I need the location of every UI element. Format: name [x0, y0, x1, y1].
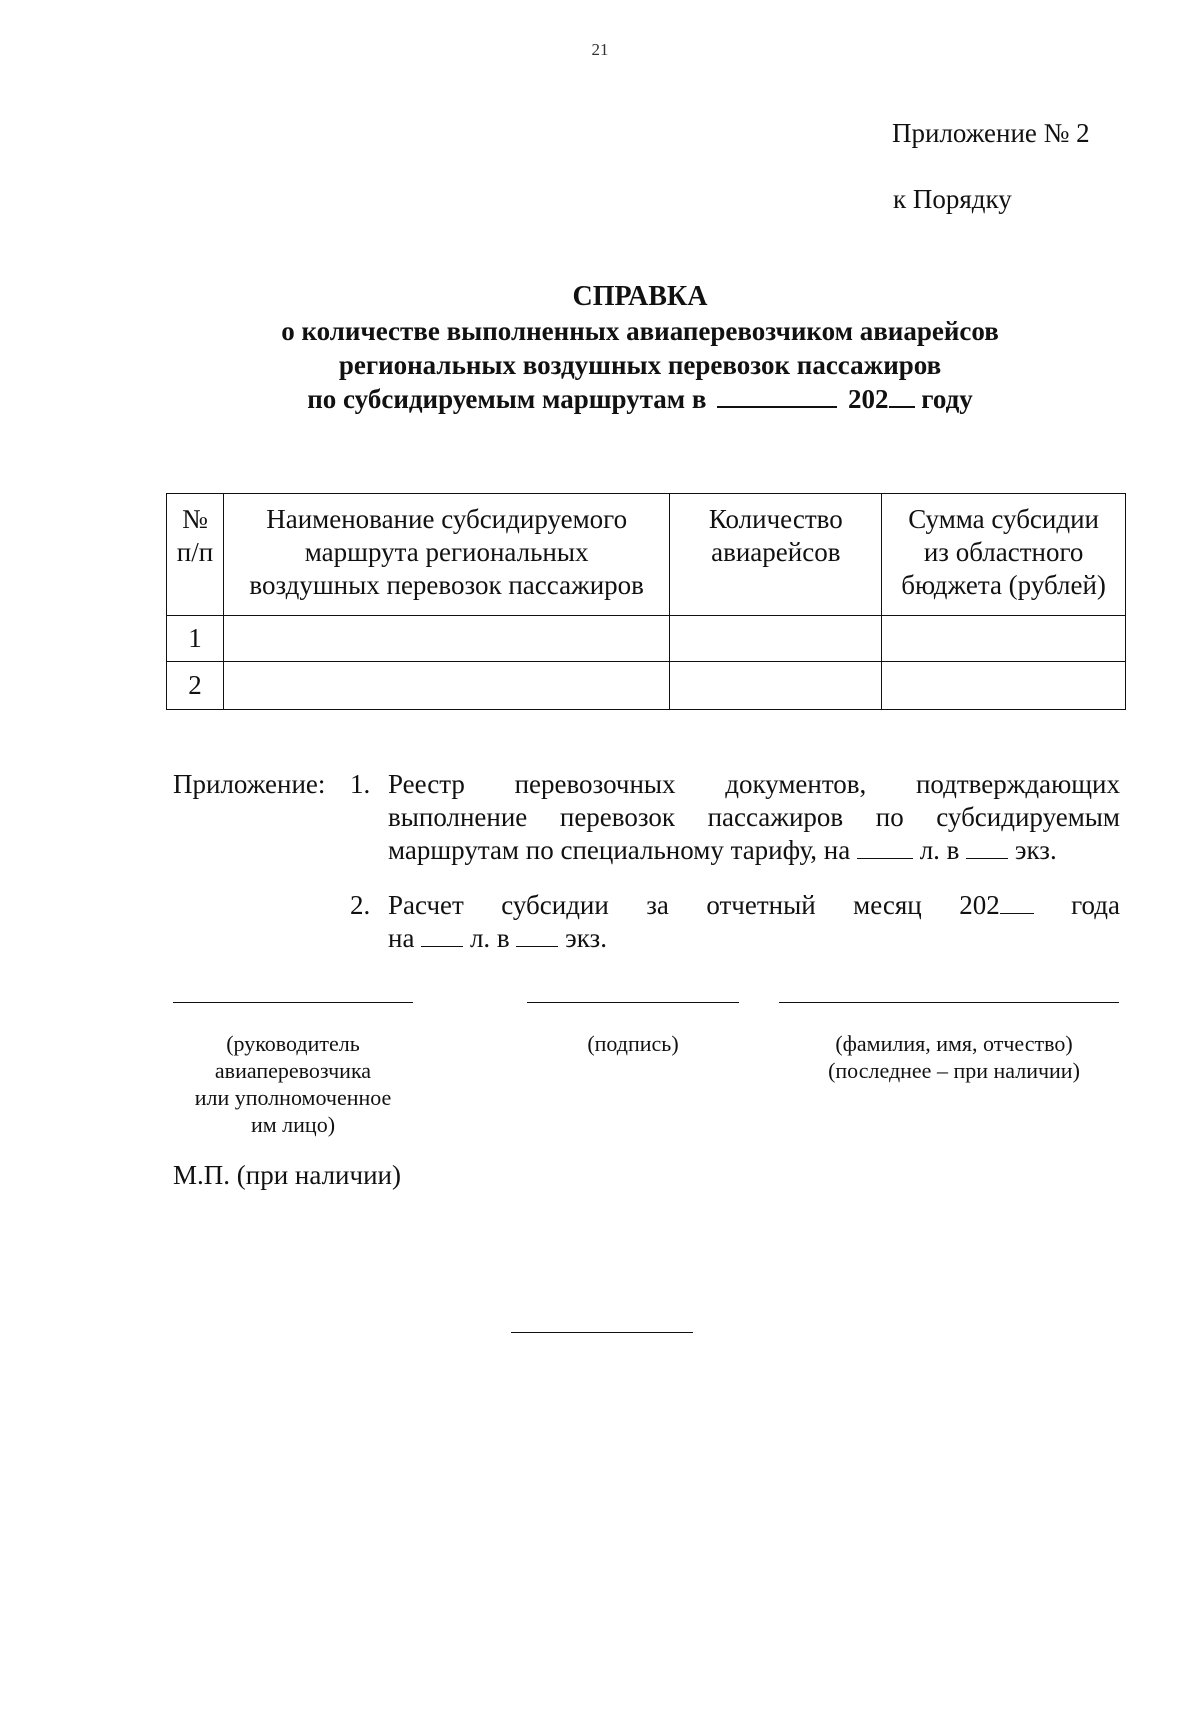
attachment-2-number: 2. — [350, 890, 371, 920]
title-year: 202 — [848, 384, 889, 414]
attachment-2-line-1: Расчет субсидии за отчетный месяц 202 года — [388, 890, 1120, 920]
title-line-1: о количестве выполненных авиаперевозчиком авиарейсов — [281, 316, 999, 346]
title-line-3 — [0, 382, 1200, 416]
attachments-label: Приложение: — [173, 769, 326, 799]
table-row — [167, 662, 1126, 710]
row-route-cell[interactable] — [223, 616, 669, 662]
attachment-1-line-3: маршрутам по специальному тарифу, на л. в экз. — [388, 835, 1057, 865]
name-signature-line[interactable] — [779, 1002, 1119, 1003]
sheets-blank-2[interactable] — [421, 922, 463, 947]
stamp-label: М.П. (при наличии) — [173, 1160, 401, 1190]
row-num: 1 — [167, 616, 224, 662]
sheets-blank[interactable] — [857, 834, 913, 859]
appendix-label: Приложение № 2 — [892, 118, 1090, 148]
copies-blank-2[interactable] — [516, 922, 558, 947]
table-header-row — [167, 494, 1126, 616]
row-subsidy-cell[interactable] — [882, 662, 1126, 710]
header-subsidy: Сумма субсидии из областного бюджета (рублей) — [882, 494, 1126, 616]
head-caption: (руководитель авиаперевозчика или уполномоченное им лицо) — [194, 1031, 392, 1137]
attachment-1-line-1: Реестр перевозочных документов, подтверждающих — [388, 769, 1121, 799]
signature-caption: (подпись) — [587, 1031, 679, 1056]
row-flights-cell[interactable] — [670, 616, 882, 662]
order-reference: к Порядку — [893, 184, 1012, 214]
copies-blank[interactable] — [966, 834, 1008, 859]
title-line-3-suffix: году — [921, 384, 973, 414]
attachment-1-number: 1. — [350, 769, 371, 799]
row-flights-cell[interactable] — [670, 662, 882, 710]
header-route: Наименование субсидируемого маршрута региональных воздушных перевозок пассажиров — [223, 494, 669, 616]
attachment-1-line-2: выполнение перевозок пассажиров по субсидируемым — [388, 802, 1121, 832]
attachment-2-line-2: на л. в экз. — [388, 923, 607, 953]
row-subsidy-cell[interactable] — [882, 616, 1126, 662]
header-flights: Количество авиарейсов — [670, 494, 882, 616]
title-main: СПРАВКА — [572, 281, 708, 312]
row-num: 2 — [167, 662, 224, 710]
year-blank-2[interactable] — [1000, 889, 1034, 914]
title-line-3-prefix: по субсидируемым маршрутам в — [307, 384, 707, 414]
year-blank[interactable] — [889, 382, 915, 408]
row-route-cell[interactable] — [223, 662, 669, 710]
header-num: № п/п — [167, 494, 224, 616]
head-signature-line[interactable] — [173, 1002, 413, 1003]
signature-line[interactable] — [527, 1002, 739, 1003]
page-number: 21 — [591, 40, 609, 59]
flights-table — [166, 493, 1126, 710]
title-line-2: региональных воздушных перевозок пассажиров — [338, 350, 942, 380]
end-divider — [511, 1332, 693, 1333]
name-caption: (фамилия, имя, отчество) (последнее – при наличии) — [828, 1031, 1080, 1083]
document-title — [0, 280, 1200, 416]
table-row — [167, 616, 1126, 662]
month-blank[interactable] — [717, 382, 837, 408]
